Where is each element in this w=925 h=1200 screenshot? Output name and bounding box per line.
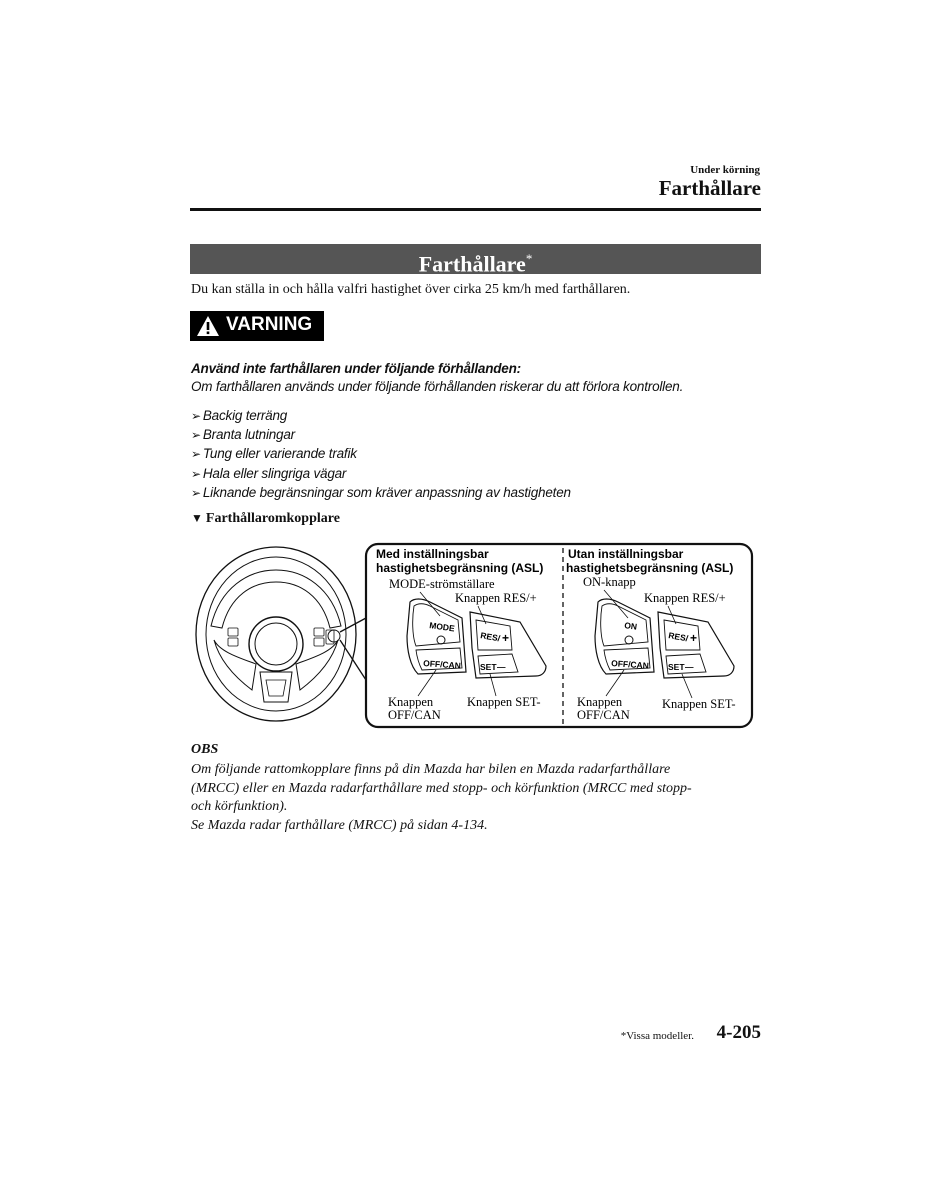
footnote: *Vissa modeller. <box>620 1030 694 1042</box>
right-panel-title-2: hastighetsbegränsning (ASL) <box>566 561 734 575</box>
svg-text:MODE: MODE <box>428 620 456 634</box>
warning-text: Om farthållaren används under följande förhållanden riskerar du att förlora kontrollen. <box>191 379 684 394</box>
triangle-bullet-icon: ▼ <box>191 511 203 525</box>
svg-text:+: + <box>690 631 698 645</box>
offcan-label-left-2: OFF/CAN <box>388 708 441 722</box>
intro-paragraph: Du kan ställa in och hålla valfri hastighet över cirka 25 km/h med farthållaren. <box>191 282 631 297</box>
svg-text:RES/: RES/ <box>667 630 689 644</box>
warning-heading: Använd inte farthållaren under följande förhållanden: <box>191 361 521 376</box>
arrow-bullet-icon: ➢ <box>191 466 201 481</box>
svg-text:—: — <box>497 662 506 672</box>
svg-text:SET: SET <box>668 662 685 672</box>
arrow-bullet-icon: ➢ <box>191 428 201 443</box>
header-rule <box>190 208 761 211</box>
arrow-bullet-icon: ➢ <box>191 447 201 462</box>
list-item: ➢ Liknande begränsningar som kräver anpassning av hastigheten <box>191 484 571 500</box>
condition-list <box>191 406 571 502</box>
svg-text:OFF/CAN: OFF/CAN <box>422 658 462 671</box>
arrow-bullet-icon: ➢ <box>191 485 201 500</box>
note-text <box>191 761 692 835</box>
list-item: ➢ Branta lutningar <box>191 427 295 443</box>
on-button-label: ON-knapp <box>583 575 636 589</box>
mode-switch-label: MODE-strömställare <box>389 577 495 591</box>
list-item: ➢ Tung eller varierande trafik <box>191 446 357 462</box>
res-button-label-left: Knappen RES/+ <box>455 591 537 605</box>
svg-text:SET: SET <box>480 662 497 672</box>
svg-text:+: + <box>502 631 510 645</box>
svg-text:RES/: RES/ <box>479 630 501 644</box>
section-label: Under körning <box>690 164 760 176</box>
arrow-bullet-icon: ➢ <box>191 409 201 423</box>
warning-triangle-icon <box>196 315 220 337</box>
page-number: 4-205 <box>716 1022 761 1043</box>
svg-text:OFF/CAN: OFF/CAN <box>610 658 650 671</box>
steering-wheel-icon <box>196 547 356 721</box>
left-panel-title: Med inställningsbar <box>376 547 489 561</box>
res-button-label-right: Knappen RES/+ <box>644 591 726 605</box>
warning-badge <box>190 311 324 341</box>
note-line: (MRCC) eller en Mazda radarfarthållare med stopp- och körfunktion (MRCC med stopp- <box>191 780 692 796</box>
set-button-label-right: Knappen SET- <box>662 697 736 711</box>
right-panel-title: Utan inställningsbar <box>568 547 684 561</box>
offcan-label-right-2: OFF/CAN <box>577 708 630 722</box>
subheading: ▼ Farthållaromkopplare <box>191 511 340 526</box>
offcan-label-right-1: Knappen <box>577 695 623 709</box>
section-title: Farthållare <box>418 251 526 277</box>
note-line: Se Mazda radar farthållare (MRCC) på sidan 4-134. <box>191 817 488 833</box>
note-heading: OBS <box>191 742 219 757</box>
section-title-bar <box>190 244 761 277</box>
list-item: ➢ Backig terräng <box>191 408 288 423</box>
offcan-label-left-1: Knappen <box>388 695 434 709</box>
note-line: Om följande rattomkopplare finns på din Mazda har bilen en Mazda radarfarthållare <box>191 762 671 777</box>
list-item: ➢ Hala eller slingriga vägar <box>191 465 347 481</box>
note-line: och körfunktion). <box>191 799 288 814</box>
svg-text:ON: ON <box>623 620 638 632</box>
cruise-switch-diagram <box>190 540 760 732</box>
warning-badge-label: VARNING <box>226 314 313 335</box>
page-section-title: Farthållare <box>658 176 761 200</box>
svg-text:—: — <box>685 662 694 672</box>
left-panel-title-2: hastighetsbegränsning (ASL) <box>376 561 544 575</box>
footnote-asterisk: * <box>525 251 533 266</box>
set-button-label-left: Knappen SET- <box>467 695 541 709</box>
